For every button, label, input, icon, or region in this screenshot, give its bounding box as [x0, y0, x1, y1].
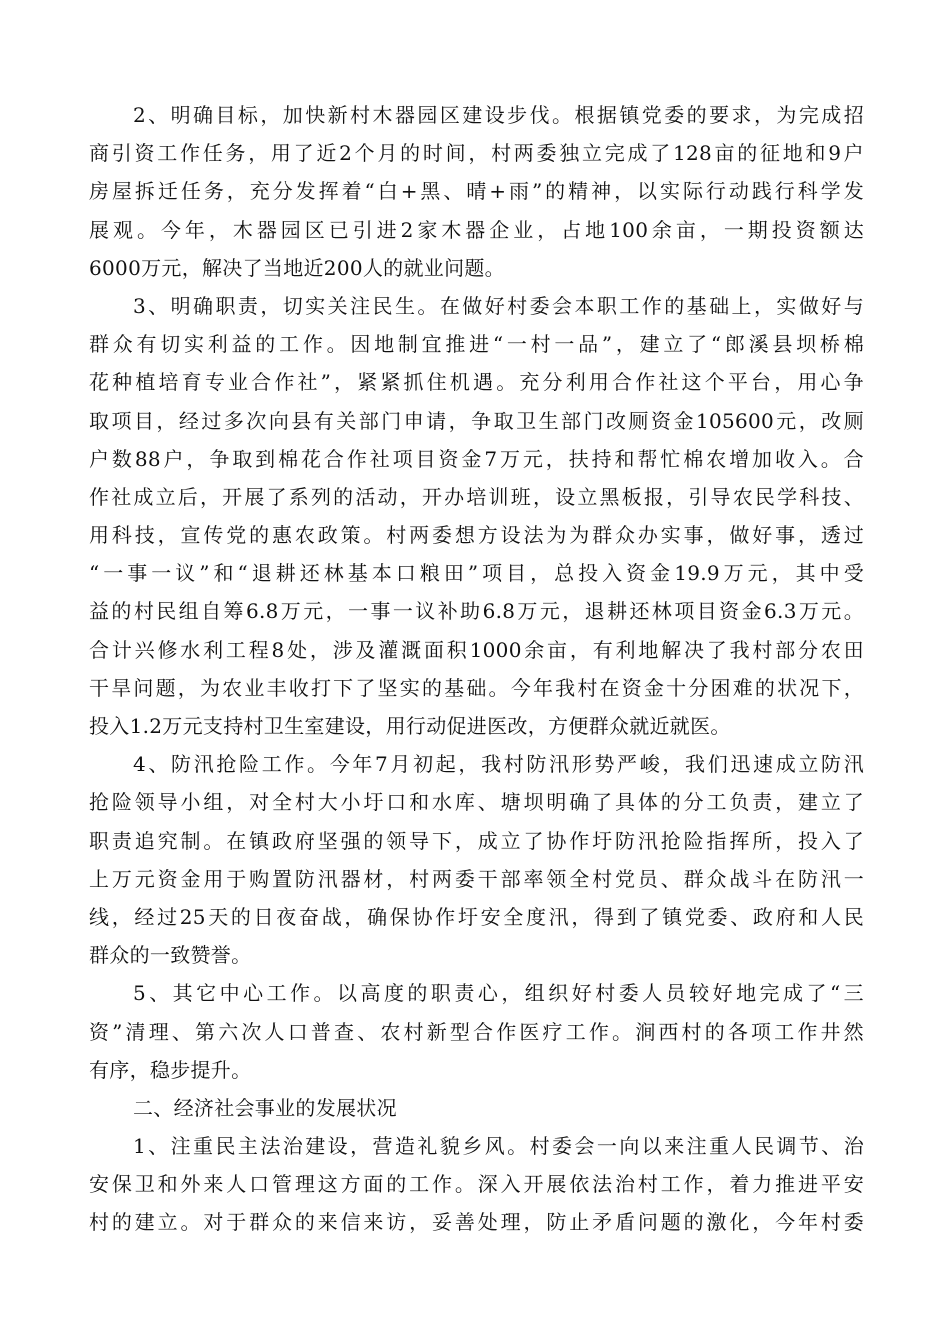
paragraph-line: 4、防汛抢险工作。今年7月初起，我村防汛形势严峻，我们迅速成立防汛: [133, 752, 864, 777]
paragraph-line: 房屋拆迁任务，充分发挥着“白+黑、晴+雨”的精神，以实际行动践行科学发: [89, 179, 864, 204]
paragraph-line: 有序，稳步提升。: [89, 1057, 252, 1082]
paragraph-line: 商引资工作任务，用了近2个月的时间，村两委独立完成了128亩的征地和9户: [89, 141, 864, 166]
paragraph-line: 群众的一致赞誉。: [89, 943, 252, 968]
document-body: [89, 96, 864, 1242]
paragraph-line: 干旱问题，为农业丰收打下了坚实的基础。今年我村在资金十分困难的状况下，: [89, 675, 864, 700]
paragraph-line: 投入1.2万元支持村卫生室建设，用行动促进医改，方便群众就近就医。: [89, 714, 731, 738]
paragraph-line: 1、注重民主法治建设，营造礼貌乡风。村委会一向以来注重人民调节、治: [133, 1134, 864, 1159]
paragraph-line: 益的村民组自筹6.8万元，一事一议补助6.8万元，退耕还林项目资金6.3万元。: [89, 599, 864, 624]
paragraph-line: 户数88户，争取到棉花合作社项目资金7万元，扶持和帮忙棉农增加收入。合: [89, 446, 864, 471]
paragraph-line: 抢险领导小组，对全村大小圩口和水库、塘坝明确了具体的分工负责，建立了: [89, 790, 864, 815]
paragraph-line: 花种植培育专业合作社”，紧紧抓住机遇。充分利用合作社这个平台，用心争: [89, 370, 864, 395]
paragraph-line: 合计兴修水利工程8处，涉及灌溉面积1000余亩，有利地解决了我村部分农田: [89, 637, 864, 662]
paragraph-line: 3、明确职责，切实关注民生。在做好村委会本职工作的基础上，实做好与: [133, 293, 864, 318]
paragraph-line: 安保卫和外来人口管理这方面的工作。深入开展依法治村工作，着力推进平安: [89, 1172, 864, 1197]
paragraph-line: 资”清理、第六次人口普查、农村新型合作医疗工作。涧西村的各项工作井然: [89, 1019, 864, 1044]
section-heading: 二、经济社会事业的发展状况: [133, 1095, 397, 1120]
paragraph-line: 线，经过25天的日夜奋战，确保协作圩安全度汛，得到了镇党委、政府和人民: [89, 904, 864, 929]
paragraph-line: 6000万元，解决了当地近200人的就业问题。: [89, 255, 505, 280]
paragraph-line: 村的建立。对于群众的来信来访，妥善处理，防止矛盾问题的激化，今年村委: [89, 1210, 864, 1235]
paragraph-line: 职责追究制。在镇政府坚强的领导下，成立了协作圩防汛抢险指挥所，投入了: [89, 828, 864, 853]
paragraph-line: “一事一议”和“退耕还林基本口粮田”项目，总投入资金19.9万元，其中受: [89, 561, 864, 586]
paragraph-line: 群众有切实利益的工作。因地制宜推进“一村一品”，建立了“郎溪县坝桥棉: [89, 332, 864, 357]
paragraph-line: 5、其它中心工作。以高度的职责心，组织好村委人员较好地完成了“三: [133, 981, 864, 1006]
paragraph-line: 取项目，经过多次向县有关部门申请，争取卫生部门改厕资金105600元，改厕: [89, 408, 864, 433]
paragraph-line: 用科技，宣传党的惠农政策。村两委想方设法为为群众办实事，做好事，透过: [89, 523, 864, 548]
paragraph-line: 上万元资金用于购置防汛器材，村两委干部率领全村党员、群众战斗在防汛一: [89, 866, 864, 891]
paragraph-line: 展观。今年，木器园区已引进2家木器企业，占地100余亩，一期投资额达: [89, 217, 864, 242]
paragraph-line: 2、明确目标，加快新村木器园区建设步伐。根据镇党委的要求，为完成招: [133, 103, 864, 127]
paragraph-line: 作社成立后，开展了系列的活动，开办培训班，设立黑板报，引导农民学科技、: [89, 484, 864, 509]
